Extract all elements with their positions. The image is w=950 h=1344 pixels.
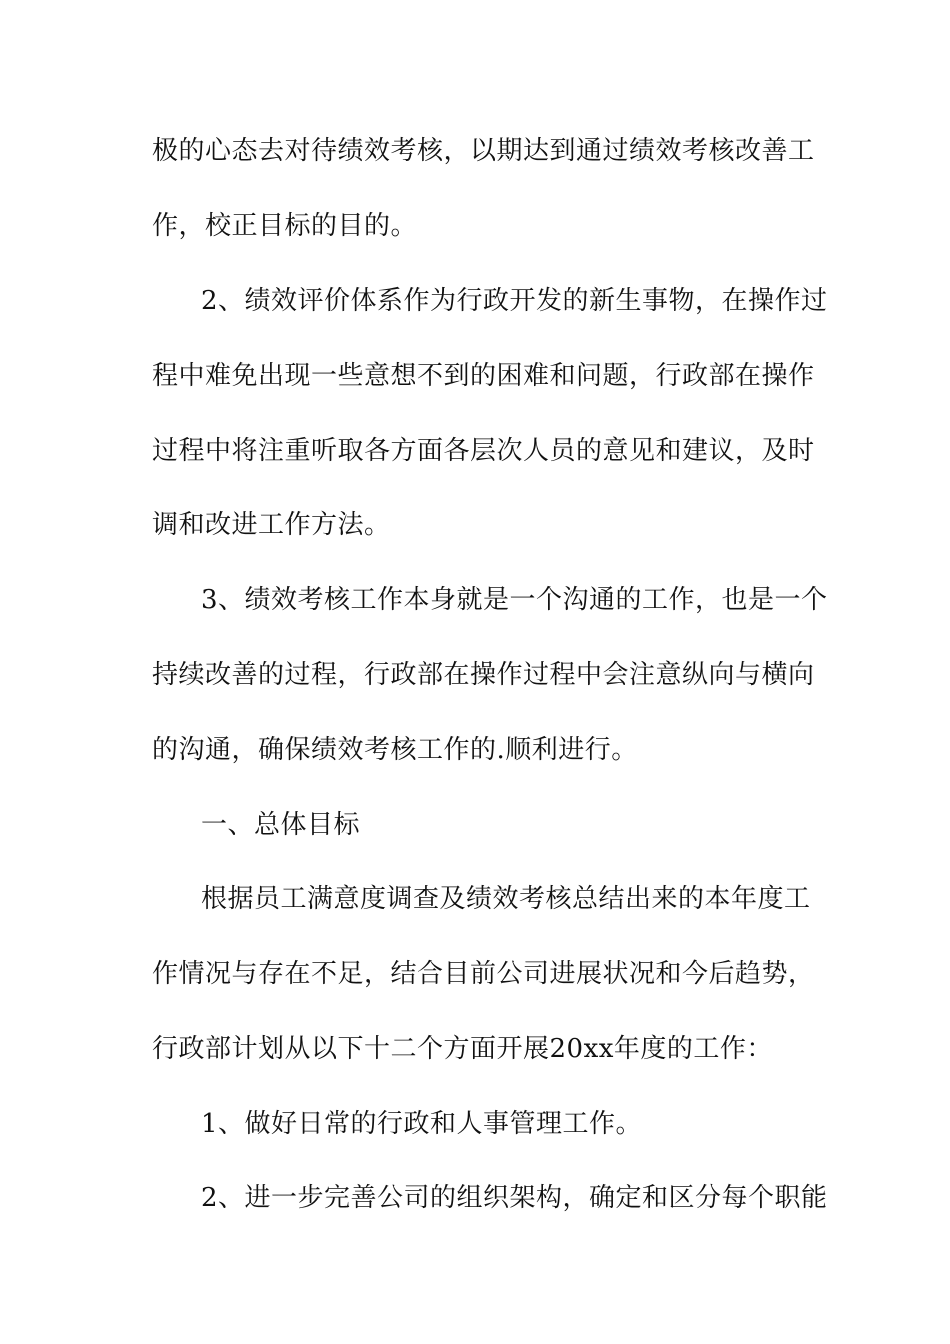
section-heading: 一、总体目标 (201, 810, 361, 840)
paragraph-line: 过程中将注重听取各方面各层次人员的意见和建议，及时 (152, 436, 815, 466)
paragraph-line: 的沟通，确保绩效考核工作的.顺利进行。 (152, 735, 638, 765)
paragraph-line: 调和改进工作方法。 (152, 510, 391, 540)
paragraph-line: 作，校正目标的目的。 (152, 211, 418, 241)
paragraph-line: 极的心态去对待绩效考核，以期达到通过绩效考核改善工 (152, 136, 815, 166)
list-item: 1、做好日常的行政和人事管理工作。 (201, 1109, 643, 1139)
paragraph-line: 程中难免出现一些意想不到的困难和问题，行政部在操作 (152, 361, 815, 391)
paragraph-line: 根据员工满意度调查及绩效考核总结出来的本年度工 (201, 884, 811, 914)
paragraph-line: 持续改善的过程，行政部在操作过程中会注意纵向与横向 (152, 660, 815, 690)
paragraph-line: 行政部计划从以下十二个方面开展20xx年度的工作： (152, 1034, 773, 1064)
paragraph-line: 3、绩效考核工作本身就是一个沟通的工作，也是一个 (201, 585, 828, 615)
list-item: 2、进一步完善公司的组织架构，确定和区分每个职能 (201, 1183, 828, 1213)
paragraph-line: 作情况与存在不足，结合目前公司进展状况和今后趋势， (152, 959, 815, 989)
paragraph-line: 2、绩效评价体系作为行政开发的新生事物，在操作过 (201, 286, 828, 316)
